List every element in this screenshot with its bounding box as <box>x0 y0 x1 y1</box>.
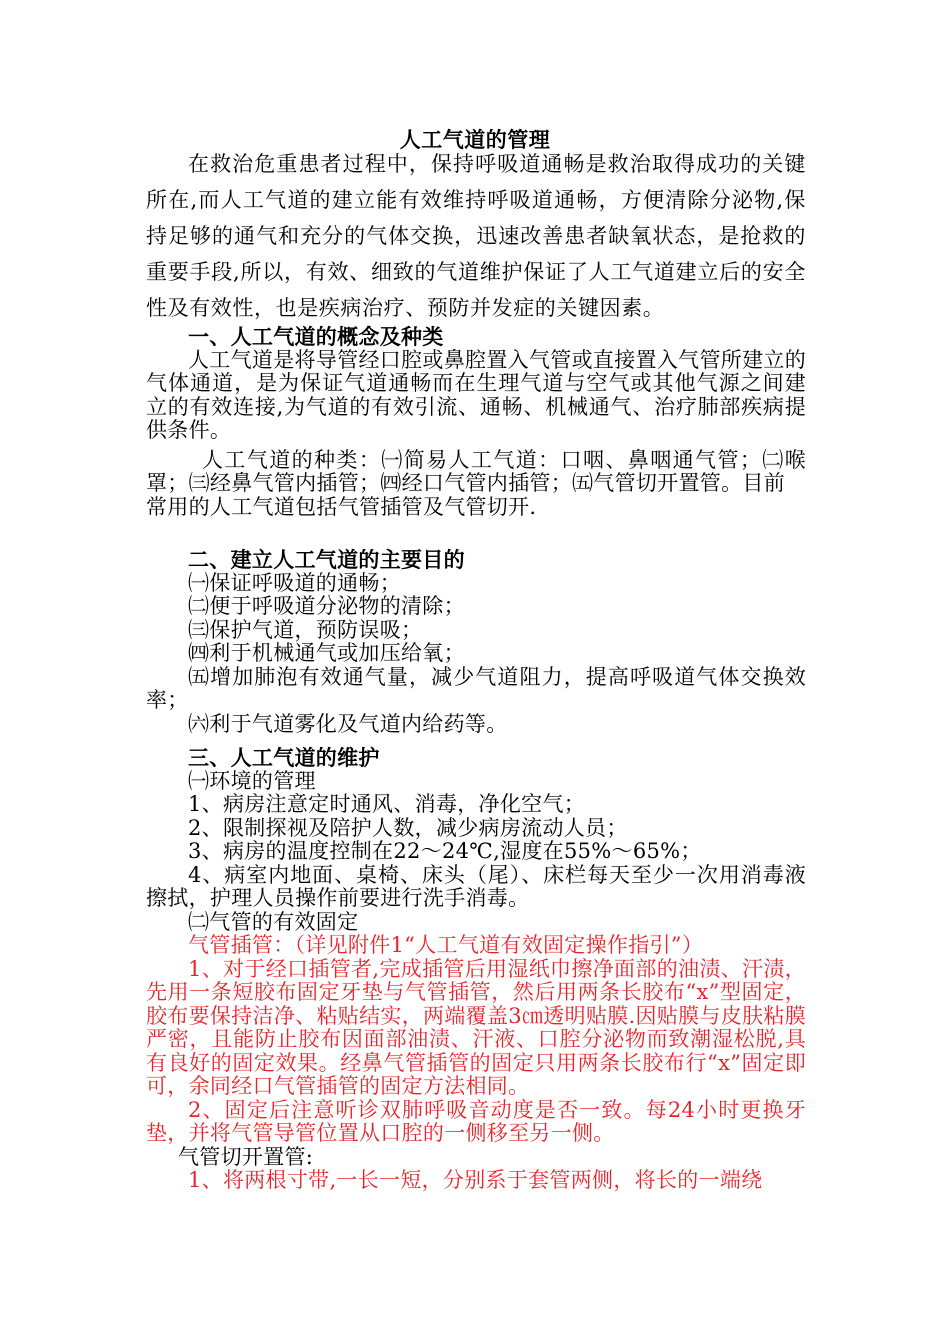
intubation-step-2: 2、固定后注意听诊双肺呼吸音动度是否一致。每24小时更换牙垫，并将气管导管位置从口腔的一侧移至另一侧。 <box>146 1097 806 1145</box>
section-1 <box>146 325 806 519</box>
section-2 <box>146 548 806 736</box>
list-item: ㈥利于气道雾化及气道内给药等。 <box>188 711 508 736</box>
section-1-paragraph-2: 人工气道的种类：㈠简易人工气道：口咽、鼻咽通气管；㈡喉罩；㈢经鼻气管内插管；㈣经口气管内插管；㈤气管切开置管。目前 <box>146 447 806 495</box>
intubation-heading: 气管插管：（详见附件1“人工气道有效固定操作指引”） <box>188 933 704 957</box>
section-1-paragraph-1: 人工气道是将导管经口腔或鼻腔置入气管或直接置入气管所建立的气体通道，是为保证气道通畅而在生理气道与空气或其他气源之间建立的有效连接,为气道的有效引流、通畅、机械通气、治疗肺部疾病提供条件。 <box>146 347 806 442</box>
list-item: ㈣利于机械通气或加压给氧； <box>188 641 465 665</box>
list-item: 1、病房注意定时通风、消毒，净化空气； <box>188 792 586 816</box>
section-1-heading: 一、人工气道的概念及种类 <box>188 324 444 349</box>
section-3 <box>146 746 806 1193</box>
document-title: 人工气道的管理 <box>399 127 551 152</box>
list-item: 3、病房的温度控制在22～24℃,湿度在55%～65%； <box>188 839 702 863</box>
list-item: ㈡便于呼吸道分泌物的清除； <box>188 594 465 618</box>
list-item: ㈤增加肺泡有效通气量，减少气道阻力，提高呼吸道气体交换效率； <box>146 664 806 712</box>
tracheostomy-step-1: 1、将两根寸带,一长一短，分别系于套管两侧，将长的一端绕 <box>188 1168 763 1192</box>
intro-paragraph: 在救治危重患者过程中，保持呼吸道通畅是救治取得成功的关键所在,而人工气道的建立能有效维持呼吸道通畅，方便清除分泌物,保持足够的通气和充分的气体交换，迅速改善患者缺氧状态，是抢救的重要手段,所以，有效、细致的气道维护保证了人工气道建立后的安全性及有效性，也是疾病治疗、预防并发症的关键因素。 <box>146 152 806 320</box>
list-item: 2、限制探视及陪护人数，减少病房流动人员； <box>188 815 628 840</box>
list-item: 4、病室内地面、桌椅、床头（尾）、床栏每天至少一次用消毒液擦拭，护理人员操作前要进行洗手消毒。 <box>146 862 806 910</box>
section-2-heading: 二、建立人工气道的主要目的 <box>188 547 465 572</box>
tracheostomy-heading: 气管切开置管: <box>178 1144 314 1169</box>
section-3-heading: 三、人工气道的维护 <box>188 745 380 770</box>
list-item: ㈢保护气道，预防误吸； <box>188 617 423 642</box>
subsection-heading: ㈡气管的有效固定 <box>188 909 359 934</box>
list-item: ㈠保证呼吸道的通畅； <box>188 570 401 595</box>
intubation-step-1: 1、对于经口插管者,完成插管后用湿纸巾擦净面部的油渍、汗渍，先用一条短胶布固定牙垫与气管插管，然后用两条长胶布“x”型固定，胶布要保持洁净、粘贴结实，两端覆盖3㎝透明贴膜.因贴膜与皮肤粘膜严密，且能防止胶布因面部油渍、汗液、口腔分泌物而致潮湿松脱,具有良好的固定效果。经鼻气管插管的固定只用两条长胶布行“x”固定即可，余同经口气管插管的固定方法相同。 <box>146 956 806 1098</box>
subsection-heading: ㈠环境的管理 <box>188 768 316 793</box>
section-1-paragraph-3: 常用的人工气道包括气管插管及气管切开. <box>146 494 537 519</box>
